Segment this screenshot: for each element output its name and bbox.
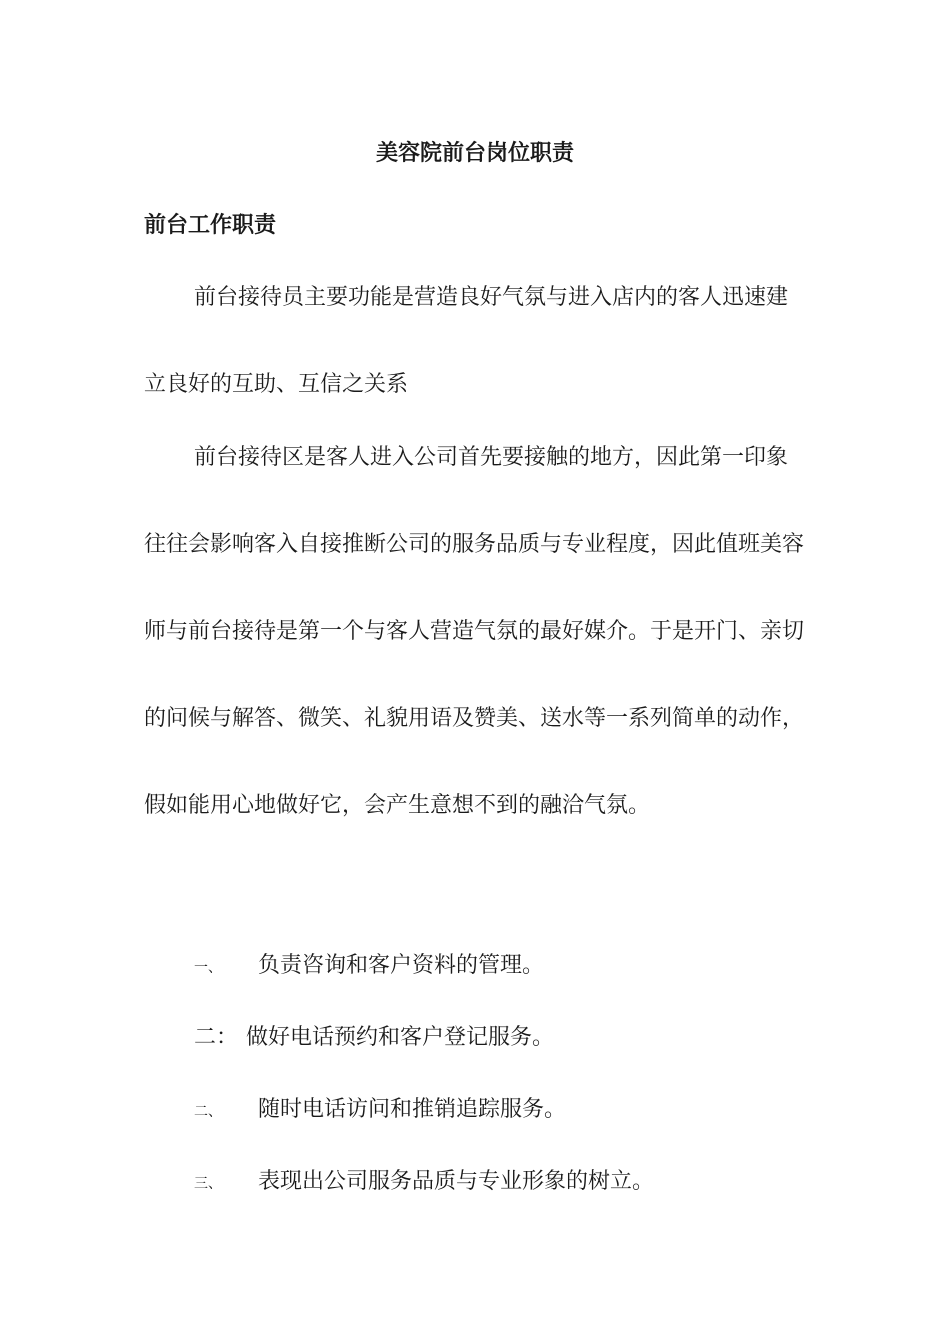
list-marker: 一、 (194, 960, 222, 976)
list-item (194, 1094, 566, 1128)
list-item-text: 负责咨询和客户资料的管理。 (258, 953, 545, 978)
list-marker: 二、 (194, 1104, 222, 1120)
list-item (194, 1166, 654, 1200)
section-heading: 前台工作职责 (144, 213, 277, 238)
list-marker: 三、 (194, 1176, 222, 1192)
list-item-text: 做好电话预约和客户登记服务。 (246, 1025, 555, 1050)
list-item (194, 950, 544, 984)
list-item (194, 1022, 554, 1054)
paragraph: 前台接待区是客人进入公司首先要接触的地方，因此第一印象往往会影响客入自接推断公司的服务品质与专业程度，因此值班美容师与前台接待是第一个与客人营造气氛的最好媒介。于是开门、亲切的问候与解答、微笑、礼貌用语及赞美、送水等一系列简单的动作，假如能用心地做好它，会产生意想不到的融洽气氛。 (144, 445, 805, 818)
paragraph: 前台接待员主要功能是营造良好气氛与进入店内的客人迅速建立良好的互助、互信之关系 (144, 285, 789, 397)
list-marker: 二： (194, 1025, 239, 1050)
list-item-text: 表现出公司服务品质与专业形象的树立。 (258, 1169, 655, 1194)
list-item-text: 随时电话访问和推销追踪服务。 (258, 1097, 567, 1122)
document-title: 美容院前台岗位职责 (375, 141, 574, 166)
